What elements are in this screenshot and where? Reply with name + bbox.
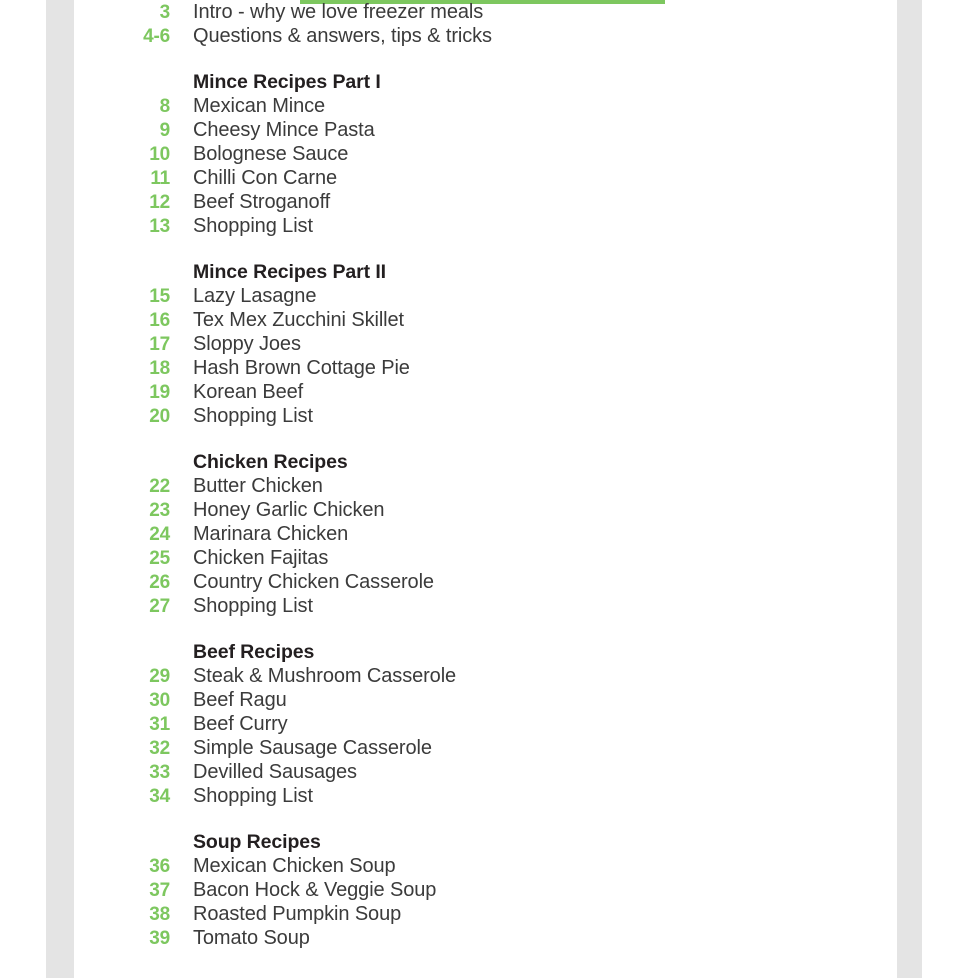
toc-section	[74, 0, 897, 48]
toc-entry-row[interactable]	[74, 142, 897, 166]
toc-entry-row[interactable]	[74, 356, 897, 380]
toc-entry-title[interactable]: Korean Beef	[193, 381, 304, 403]
page-gutter-right	[897, 0, 922, 978]
toc-entry-row[interactable]	[74, 688, 897, 712]
toc-entry-title[interactable]: Country Chicken Casserole	[193, 571, 434, 593]
toc-entry-row[interactable]	[74, 166, 897, 190]
toc-entry-title[interactable]: Honey Garlic Chicken	[193, 499, 385, 521]
toc-entry-page-number[interactable]: 22	[149, 476, 170, 497]
toc-entry-page-number[interactable]: 12	[149, 192, 170, 213]
toc-section	[74, 450, 897, 618]
toc-entry-page-number[interactable]: 10	[149, 144, 170, 165]
toc-entry-row[interactable]	[74, 570, 897, 594]
toc-entry-title[interactable]: Beef Ragu	[193, 689, 287, 711]
toc-entry-title[interactable]: Mexican Chicken Soup	[193, 855, 396, 877]
toc-entry-row[interactable]	[74, 522, 897, 546]
toc-section-heading-row	[74, 830, 897, 854]
toc-entry-title[interactable]: Shopping List	[193, 785, 313, 807]
toc-section-heading-label: Soup Recipes	[193, 831, 321, 853]
toc-entry-title[interactable]: Simple Sausage Casserole	[193, 737, 432, 759]
toc-entry-row[interactable]	[74, 784, 897, 808]
toc-entry-row[interactable]	[74, 926, 897, 950]
toc-section-heading-row	[74, 70, 897, 94]
toc-entry-row[interactable]	[74, 474, 897, 498]
toc-entry-row[interactable]	[74, 854, 897, 878]
toc-section	[74, 830, 897, 950]
toc-entry-row[interactable]	[74, 664, 897, 688]
toc-entry-page-number[interactable]: 29	[149, 666, 170, 687]
toc-entry-page-number[interactable]: 24	[149, 524, 170, 545]
toc-entry-title[interactable]: Devilled Sausages	[193, 761, 357, 783]
toc-entry-title[interactable]: Roasted Pumpkin Soup	[193, 903, 402, 925]
toc-entry-title[interactable]: Chicken Fajitas	[193, 547, 329, 569]
toc-section-heading-row	[74, 640, 897, 664]
toc-entry-title[interactable]: Bolognese Sauce	[193, 143, 349, 165]
toc-entry-page-number[interactable]: 25	[149, 548, 170, 569]
toc-entry-row[interactable]	[74, 712, 897, 736]
toc-entry-row[interactable]	[74, 214, 897, 238]
toc-entry-title[interactable]: Sloppy Joes	[193, 333, 301, 355]
toc-entry-page-number[interactable]: 18	[149, 358, 170, 379]
toc-entry-page-number[interactable]: 36	[149, 856, 170, 877]
toc-entry-title[interactable]: Beef Stroganoff	[193, 191, 331, 213]
toc-entry-page-number[interactable]: 39	[149, 928, 170, 949]
toc-entry-row[interactable]	[74, 498, 897, 522]
toc-entry-row[interactable]	[74, 546, 897, 570]
toc-entry-page-number[interactable]: 17	[149, 334, 170, 355]
toc-entry-title[interactable]: Marinara Chicken	[193, 523, 349, 545]
toc-entry-row[interactable]	[74, 0, 897, 24]
toc-entry-page-number[interactable]: 31	[149, 714, 170, 735]
toc-section-heading-row	[74, 450, 897, 474]
toc-entry-row[interactable]	[74, 902, 897, 926]
toc-entry-title[interactable]: Questions & answers, tips & tricks	[193, 25, 492, 47]
toc-entry-title[interactable]: Shopping List	[193, 595, 313, 617]
toc-entry-title[interactable]: Intro - why we love freezer meals	[193, 1, 484, 23]
toc-entry-title[interactable]: Steak & Mushroom Casserole	[193, 665, 457, 687]
toc-entry-row[interactable]	[74, 332, 897, 356]
toc-entry-title[interactable]: Mexican Mince	[193, 95, 326, 117]
page-gutter-left	[46, 0, 74, 978]
toc-entry-title[interactable]: Bacon Hock & Veggie Soup	[193, 879, 437, 901]
toc-section	[74, 640, 897, 808]
table-of-contents	[74, 0, 897, 950]
toc-entry-title[interactable]: Butter Chicken	[193, 475, 323, 497]
toc-entry-title[interactable]: Tomato Soup	[193, 927, 310, 949]
toc-entry-row[interactable]	[74, 760, 897, 784]
toc-entry-row[interactable]	[74, 594, 897, 618]
toc-entry-row[interactable]	[74, 24, 897, 48]
toc-entry-row[interactable]	[74, 736, 897, 760]
toc-entry-page-number[interactable]: 4-6	[143, 26, 170, 47]
toc-entry-page-number[interactable]: 23	[149, 500, 170, 521]
toc-section-heading-label: Chicken Recipes	[193, 451, 348, 473]
toc-section-heading-label: Mince Recipes Part II	[193, 261, 386, 283]
toc-entry-page-number[interactable]: 19	[149, 382, 170, 403]
toc-entry-page-number[interactable]: 37	[149, 880, 170, 901]
toc-entry-page-number[interactable]: 9	[159, 120, 170, 141]
toc-entry-title[interactable]: Beef Curry	[193, 713, 288, 735]
toc-section	[74, 260, 897, 428]
toc-entry-row[interactable]	[74, 118, 897, 142]
toc-entry-page-number[interactable]: 38	[149, 904, 170, 925]
toc-section-heading-label: Beef Recipes	[193, 641, 315, 663]
toc-entry-row[interactable]	[74, 404, 897, 428]
toc-entry-row[interactable]	[74, 284, 897, 308]
toc-entry-title[interactable]: Tex Mex Zucchini Skillet	[193, 309, 404, 331]
toc-entry-row[interactable]	[74, 380, 897, 404]
toc-section-heading-row	[74, 260, 897, 284]
toc-entry-title[interactable]: Chilli Con Carne	[193, 167, 338, 189]
toc-entry-title[interactable]: Lazy Lasagne	[193, 285, 317, 307]
toc-entry-title[interactable]: Cheesy Mince Pasta	[193, 119, 375, 141]
toc-entry-page-number[interactable]: 34	[149, 786, 170, 807]
toc-entry-page-number[interactable]: 15	[149, 286, 170, 307]
toc-entry-page-number[interactable]: 33	[149, 762, 170, 783]
toc-entry-page-number[interactable]: 11	[150, 168, 170, 189]
toc-entry-page-number[interactable]: 30	[149, 690, 170, 711]
toc-entry-page-number[interactable]: 13	[149, 216, 170, 237]
toc-entry-page-number[interactable]: 27	[149, 596, 170, 617]
toc-entry-row[interactable]	[74, 308, 897, 332]
toc-entry-title[interactable]: Shopping List	[193, 405, 313, 427]
toc-entry-page-number[interactable]: 20	[149, 406, 170, 427]
toc-entry-page-number[interactable]: 26	[149, 572, 170, 593]
toc-entry-page-number[interactable]: 3	[159, 2, 170, 23]
toc-entry-page-number[interactable]: 32	[149, 738, 170, 759]
toc-entry-row[interactable]	[74, 94, 897, 118]
toc-section-heading-label: Mince Recipes Part I	[193, 71, 381, 93]
toc-entry-page-number[interactable]: 16	[149, 310, 170, 331]
toc-entry-page-number[interactable]: 8	[159, 96, 170, 117]
toc-entry-row[interactable]	[74, 190, 897, 214]
toc-entry-row[interactable]	[74, 878, 897, 902]
toc-entry-title[interactable]: Hash Brown Cottage Pie	[193, 357, 410, 379]
toc-entry-title[interactable]: Shopping List	[193, 215, 313, 237]
toc-section	[74, 70, 897, 238]
